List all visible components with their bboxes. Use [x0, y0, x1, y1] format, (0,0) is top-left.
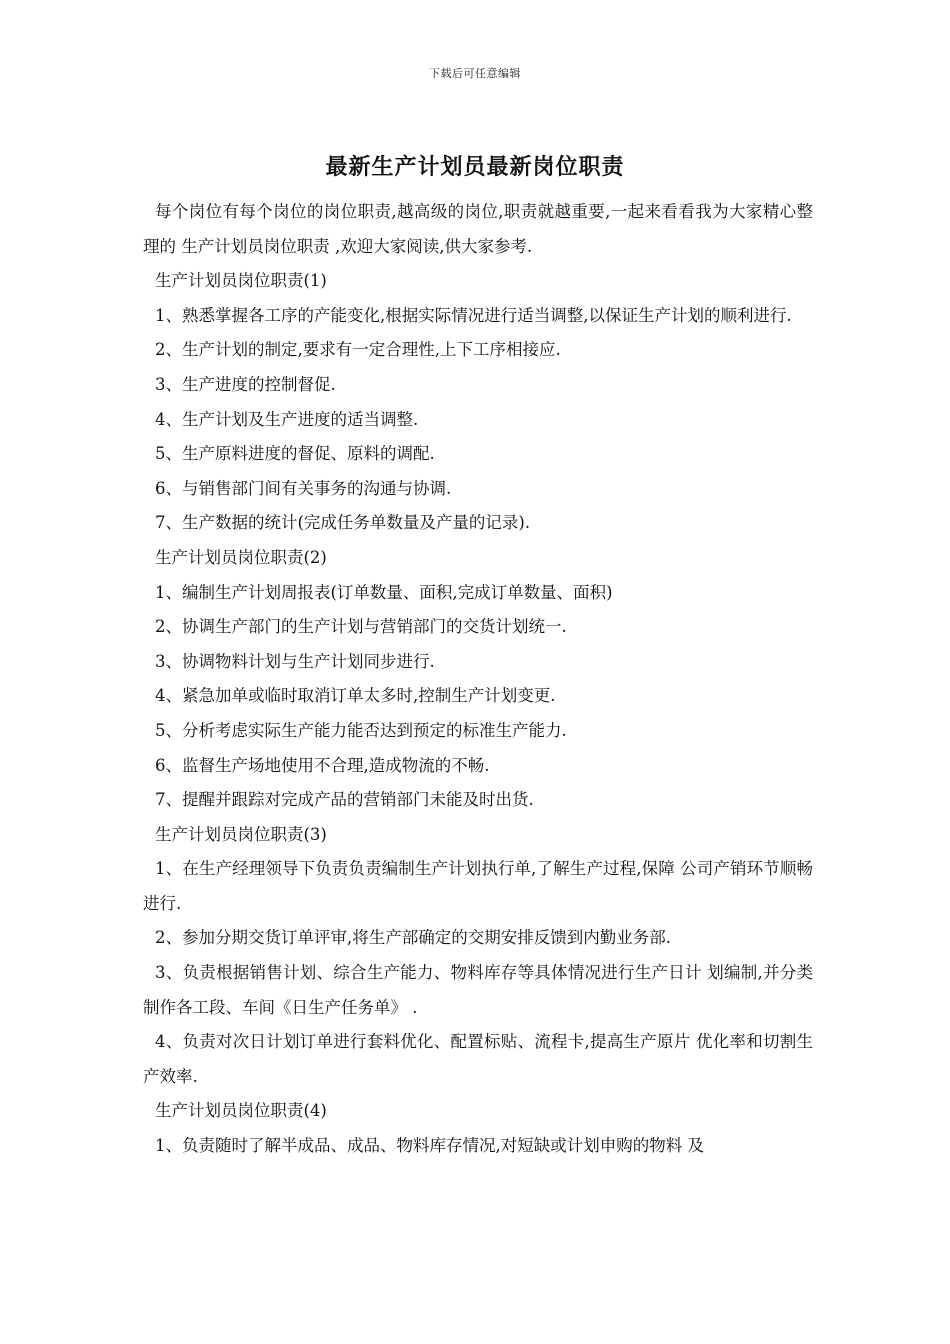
intro-paragraph: 每个岗位有每个岗位的岗位职责,越高级的岗位,职责就越重要,一起来看看我为大家精心整理的 生产计划员岗位职责 ,欢迎大家阅读,供大家参考.: [143, 202, 813, 256]
header-note: 下载后可任意编辑: [429, 67, 521, 80]
list-item: 1、负责随时了解半成品、成品、物料库存情况,对短缺或计划申购的物料 及: [155, 1136, 704, 1156]
list-item: 1、编制生产计划周报表(订单数量、面积,完成订单数量、面积): [155, 582, 613, 602]
list-item: 4、紧急加单或临时取消订单太多时,控制生产计划变更.: [155, 686, 556, 706]
section-heading: 生产计划员岗位职责(1): [155, 271, 327, 291]
list-item: 2、协调生产部门的生产计划与营销部门的交货计划统一.: [155, 617, 567, 637]
list-item: 5、分析考虑实际生产能力能否达到预定的标准生产能力.: [155, 720, 567, 740]
list-item: 2、生产计划的制定,要求有一定合理性,上下工序相接应.: [155, 340, 561, 360]
list-item: 6、与销售部门间有关事务的沟通与协调.: [155, 478, 452, 498]
list-item: 3、协调物料计划与生产计划同步进行.: [155, 651, 435, 671]
list-item: 4、负责对次日计划订单进行套料优化、配置标贴、流程卡,提高生产原片 优化率和切割生产效率.: [143, 1032, 813, 1086]
list-item: 6、监督生产场地使用不合理,造成物流的不畅.: [155, 755, 490, 775]
section-heading: 生产计划员岗位职责(4): [155, 1101, 327, 1121]
list-item: 7、生产数据的统计(完成任务单数量及产量的记录).: [155, 513, 531, 533]
list-item: 3、生产进度的控制督促.: [155, 374, 336, 394]
list-item: 2、参加分期交货订单评审,将生产部确定的交期安排反馈到内勤业务部.: [155, 928, 671, 948]
document-title: 最新生产计划员最新岗位职责: [325, 155, 625, 180]
list-item: 4、生产计划及生产进度的适当调整.: [155, 409, 419, 429]
list-item: 1、熟悉掌握各工序的产能变化,根据实际情况进行适当调整,以保证生产计划的顺利进行.: [155, 305, 792, 325]
list-item: 7、提醒并跟踪对完成产品的营销部门未能及时出货.: [155, 790, 534, 810]
document-body: [143, 195, 813, 1164]
section-heading: 生产计划员岗位职责(3): [155, 824, 327, 844]
list-item: 3、负责根据销售计划、综合生产能力、物料库存等具体情况进行生产日计 划编制,并分类制作各工段、车间《日生产任务单》 .: [143, 963, 813, 1017]
list-item: 5、生产原料进度的督促、原料的调配.: [155, 444, 435, 464]
section-heading: 生产计划员岗位职责(2): [155, 547, 327, 567]
list-item: 1、在生产经理领导下负责负责编制生产计划执行单,了解生产过程,保障 公司产销环节顺畅进行.: [143, 859, 813, 913]
